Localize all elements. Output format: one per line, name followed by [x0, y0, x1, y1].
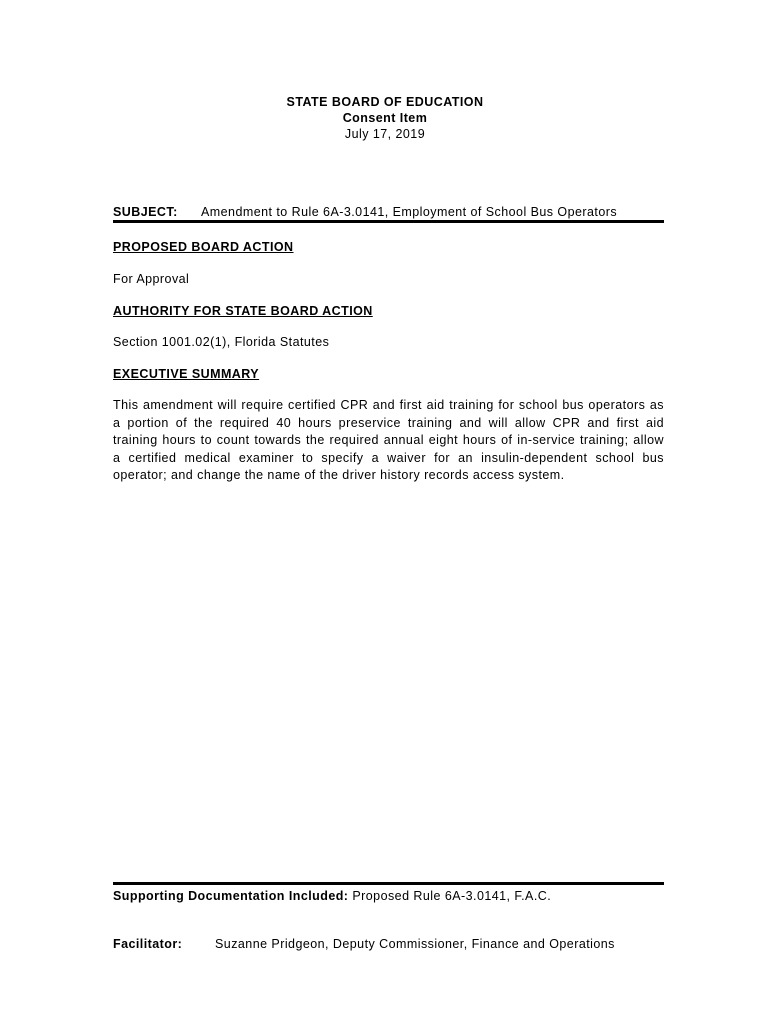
- item-type: Consent Item: [342, 111, 428, 125]
- proposed-action-text: For Approval: [113, 272, 190, 286]
- footer-divider: [113, 882, 664, 885]
- board-title: STATE BOARD OF EDUCATION: [286, 95, 484, 109]
- meeting-date: July 17, 2019: [344, 127, 426, 141]
- facilitator-row: [113, 936, 615, 952]
- subject-divider: [113, 220, 664, 223]
- executive-summary-text: This amendment will require certified CPR and first aid training for school bus operators as a portion of the required 40 hours preservice training and will allow CPR and first aid training hours to count towards the required annual eight hours of in-service training; allow a certified medical examiner to specify a waiver for an insulin-dependent school bus operator; and change the name of the driver history records access system.: [113, 398, 664, 482]
- supporting-documentation-text: Proposed Rule 6A-3.0141, F.A.C.: [352, 889, 552, 903]
- subject-row: [113, 204, 664, 220]
- facilitator-label: Facilitator:: [113, 937, 183, 951]
- facilitator-text: Suzanne Pridgeon, Deputy Commissioner, Finance and Operations: [215, 937, 615, 951]
- supporting-documentation-label: Supporting Documentation Included:: [113, 889, 353, 903]
- proposed-action-heading: PROPOSED BOARD ACTION: [113, 240, 294, 254]
- supporting-documentation-row: [113, 888, 551, 904]
- document-header: [0, 94, 770, 142]
- subject-text: Amendment to Rule 6A-3.0141, Employment of School Bus Operators: [201, 205, 618, 219]
- executive-summary-heading: EXECUTIVE SUMMARY: [113, 367, 260, 381]
- subject-label: SUBJECT:: [113, 205, 178, 219]
- authority-text: Section 1001.02(1), Florida Statutes: [113, 335, 330, 349]
- authority-heading: AUTHORITY FOR STATE BOARD ACTION: [113, 304, 373, 318]
